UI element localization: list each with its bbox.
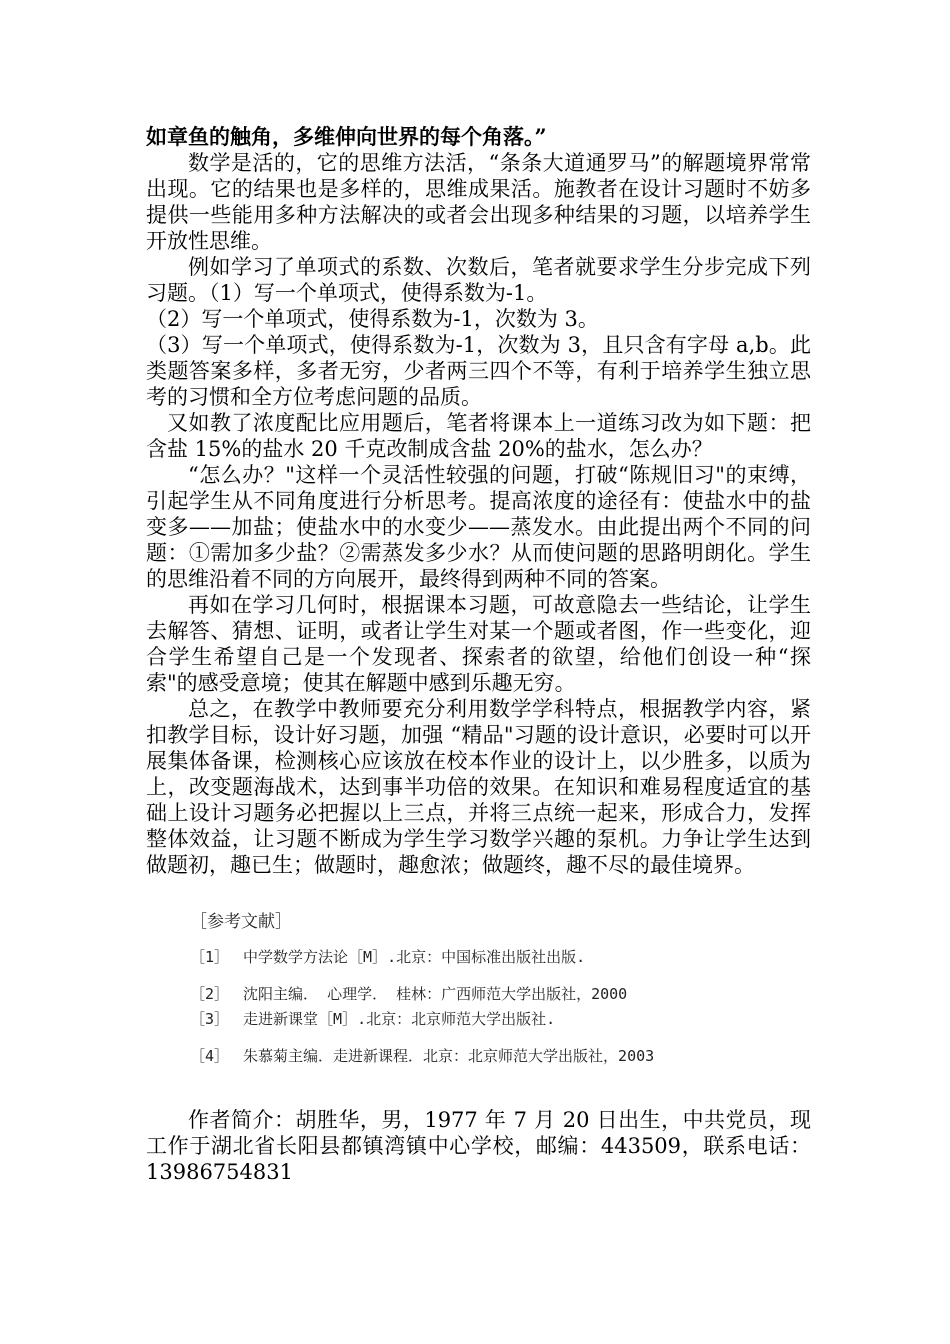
paragraph: 又如教了浓度配比应用题后，笔者将课本上一道练习改为如下题：把含盐 15%的盐水 20 千克改制成含盐 20%的盐水，怎么办？ (146, 411, 811, 461)
reference-item (190, 946, 810, 967)
author-bio: 作者简介：胡胜华，男，1977 年 7 月 20 日出生，中共党员，现工作于湖北省长阳县都镇湾镇中心学校，邮编：443509，联系电话：13986754831 (146, 1108, 811, 1184)
article-body (146, 124, 811, 878)
paragraph: 总之，在教学中教师要充分利用数学学科特点，根据教学内容，紧扣教学目标，设计好习题，加强 “精品"习题的设计意识，必要时可以开展集体备课，检测核心应该放在校本作业的设计上，以少胜多，以质为上，改变题海战术，达到事半功倍的效果。在知识和难易程度适宜的基础上设计习题务必把握以上三点，并将三点统一起来，形成合力，发挥整体效益，让习题不断成为学生学习数学兴趣的泵机。力争让学生达到做题初，趣已生；做题时，趣愈浓；做题终，趣不尽的最佳境界。 (146, 697, 811, 877)
reference-number: ［2］ (190, 985, 230, 1003)
references-section (190, 907, 810, 1066)
reference-number: ［4］ (190, 1047, 230, 1065)
references-title: ［参考文献］ (190, 912, 292, 932)
paragraph: “怎么办？"这样一个灵活性较强的问题，打破“陈规旧习"的束缚，引起学生从不同角度进行分析思考。提高浓度的途径有：使盐水中的盐变多——加盐；使盐水中的水变少——蒸发水。由此提出两个不同的问题：①需加多少盐？②需蒸发多少水？从而使问题的思路明朗化。学生的思维沿着不同的方向展开，最终得到两种不同的答案。 (146, 463, 811, 591)
reference-number: ［1］ (190, 948, 230, 966)
paragraph: 数学是活的，它的思维方法活，“条条大道通罗马”的解题境界常常出现。它的结果也是多样的，思维成果活。施教者在设计习题时不妨多提供一些能用多种方法解决的或者会出现多种结果的习题，以培养学生开放性思维。 (146, 151, 811, 253)
reference-text: 朱慕菊主编．走进新课程．北京：北京师范大学出版社，2003 (243, 1047, 655, 1065)
reference-text: 走进新课堂［M］.北京：北京师范大学出版社. (243, 1010, 556, 1028)
reference-text: 沈阳主编． 心理学． 桂林：广西师范大学出版社，2000 (243, 985, 628, 1003)
paragraph-continuation: 如章鱼的触角，多维伸向世界的每个角落。” (146, 124, 547, 149)
reference-item (190, 1008, 810, 1029)
paragraph: 再如在学习几何时，根据课本习题，可故意隐去一些结论，让学生去解答、猜想、证明，或者让学生对某一个题或者图，作一些变化，迎合学生希望自己是一个发现者、探索者的欲望，给他们创设一种“探索"的感受意境；使其在解题中感到乐趣无穷。 (146, 593, 811, 695)
author-bio-section (146, 1107, 811, 1185)
reference-item (190, 1045, 810, 1066)
reference-number: ［3］ (190, 1010, 230, 1028)
paragraph: 例如学习了单项式的系数、次数后，笔者就要求学生分步完成下列习题。（1）写一个单项式，使得系数为-1。 (146, 255, 811, 305)
paragraph: （2）写一个单项式，使得系数为-1，次数为 3。 (146, 307, 599, 331)
paragraph: （3）写一个单项式，使得系数为-1，次数为 3，且只含有字母 a,b。此类题答案多样，多者无穷，少者两三四个不等，有利于培养学生独立思考的习惯和全方位考虑问题的品质。 (146, 333, 811, 409)
reference-item (190, 983, 810, 1004)
reference-text: 中学数学方法论［M］.北京：中国标准出版社出版. (243, 948, 586, 966)
